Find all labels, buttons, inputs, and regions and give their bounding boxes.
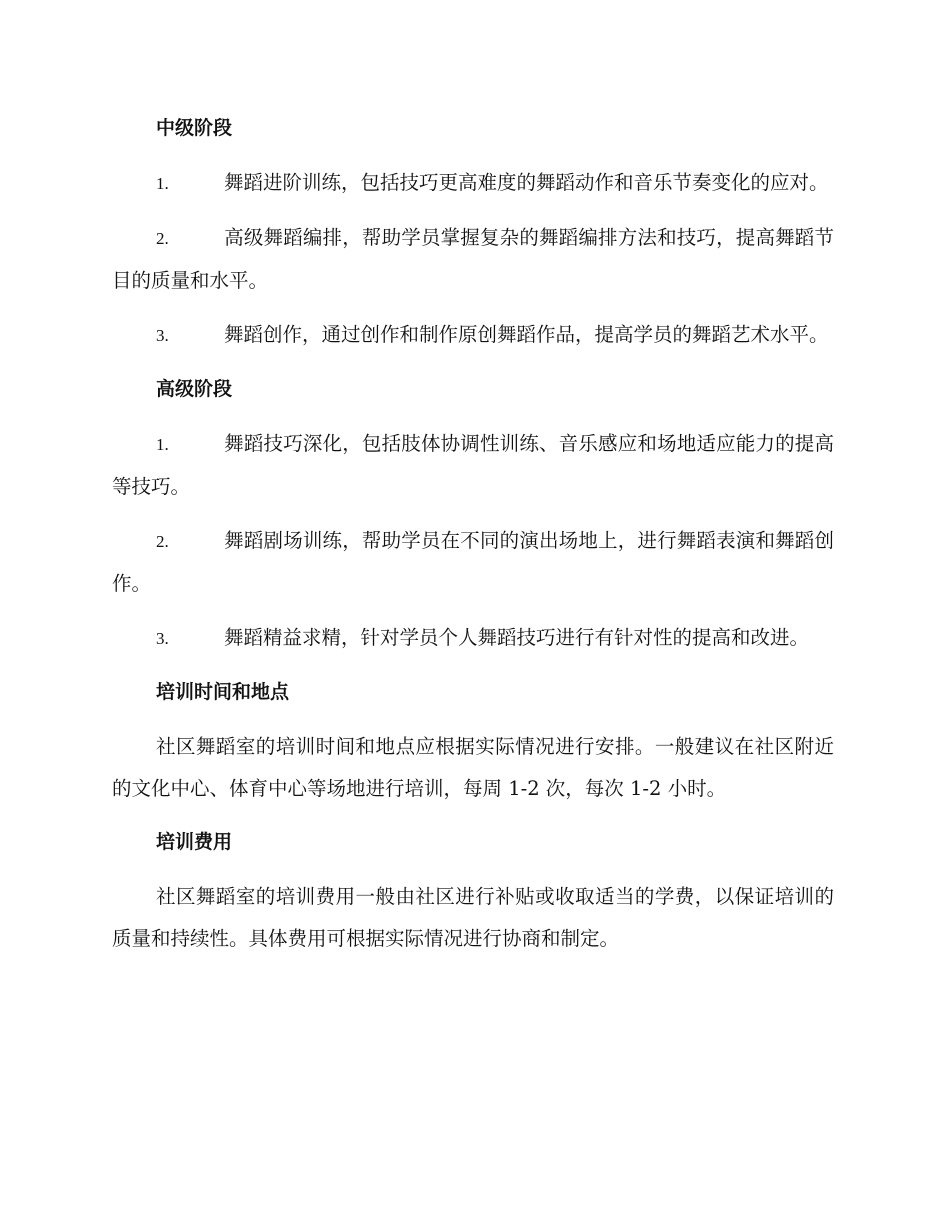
list-text: 舞蹈精益求精，针对学员个人舞蹈技巧进行有针对性的提高和改进。 xyxy=(224,626,810,649)
body-paragraph: 社区舞蹈室的培训时间和地点应根据实际情况进行安排。一般建议在社区附近的文化中心、体育中心等场地进行培训，每周 1-2 次，每次 1-2 小时。 xyxy=(112,735,834,800)
list-text: 高级舞蹈编排，帮助学员掌握复杂的舞蹈编排方法和技巧，提高舞蹈节目的质量和水平。 xyxy=(112,226,834,292)
section-heading-fees: 培训费用 xyxy=(156,831,233,853)
list-item xyxy=(112,423,834,508)
section-heading-advanced: 高级阶段 xyxy=(156,378,233,400)
list-number: 3. xyxy=(156,629,169,648)
list-number: 2. xyxy=(156,229,169,248)
list-text: 舞蹈技巧深化，包括肢体协调性训练、音乐感应和场地适应能力的提高等技巧。 xyxy=(112,432,834,498)
list-item xyxy=(112,520,834,605)
document-page xyxy=(112,108,834,972)
list-text: 舞蹈剧场训练，帮助学员在不同的演出场地上，进行舞蹈表演和舞蹈创作。 xyxy=(112,529,834,595)
list-item xyxy=(112,314,834,357)
list-number: 1. xyxy=(156,174,169,193)
section-heading-time-location: 培训时间和地点 xyxy=(156,681,290,703)
section-heading-intermediate: 中级阶段 xyxy=(156,117,233,139)
list-item xyxy=(112,162,834,205)
list-text: 舞蹈创作，通过创作和制作原创舞蹈作品，提高学员的舞蹈艺术水平。 xyxy=(224,323,829,346)
list-number: 3. xyxy=(156,326,169,345)
list-text: 舞蹈进阶训练，包括技巧更高难度的舞蹈动作和音乐节奏变化的应对。 xyxy=(224,171,829,194)
list-item xyxy=(112,617,834,660)
list-item xyxy=(112,217,834,302)
body-paragraph: 社区舞蹈室的培训费用一般由社区进行补贴或收取适当的学费，以保证培训的质量和持续性。具体费用可根据实际情况进行协商和制定。 xyxy=(112,885,834,950)
list-number: 2. xyxy=(156,532,169,551)
list-number: 1. xyxy=(156,435,169,454)
